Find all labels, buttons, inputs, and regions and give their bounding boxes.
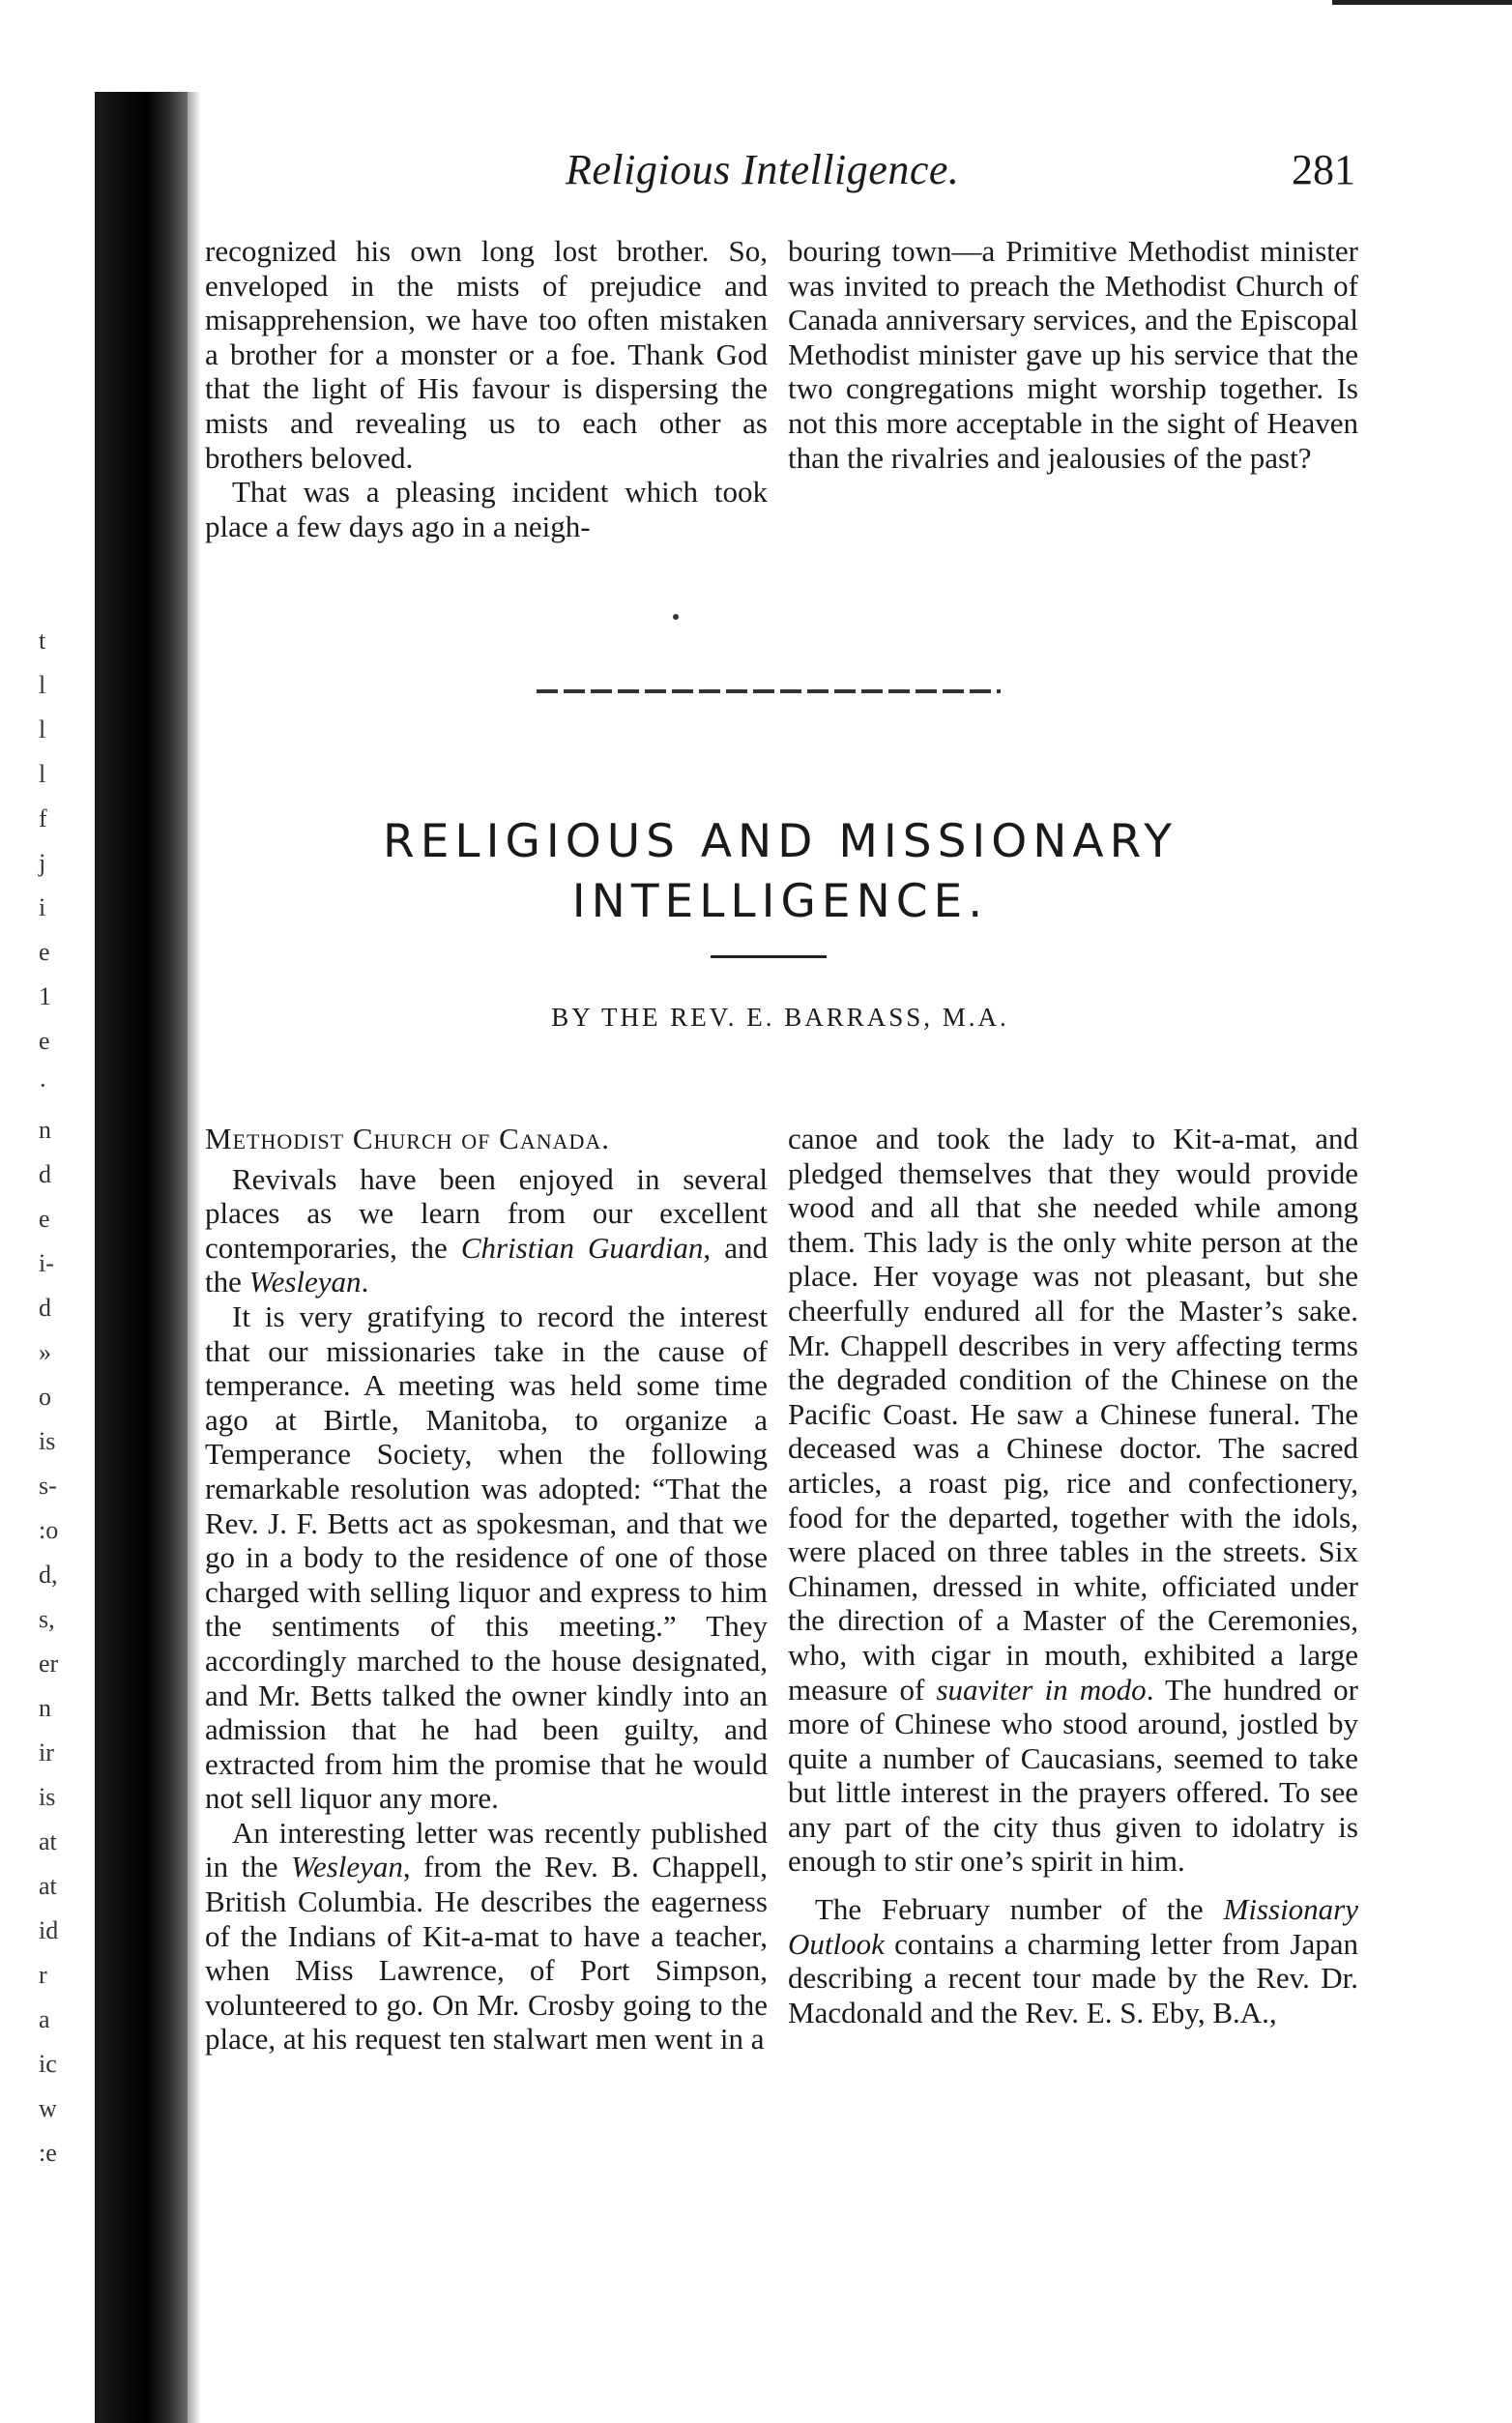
edge-fragment: :o <box>39 1516 59 1544</box>
running-head-title: Religious Intelligence. <box>566 146 960 193</box>
edge-fragment: s- <box>39 1472 57 1500</box>
paragraph: bouring town—a Primitive Methodist minister was invited to preach the Methodist Church of Canada anniversary services, and the Episcopal Methodist minister gave up his service that the two congregations might worship together. Is not this more acceptable in the sight of Heaven than the rivalries and jealousies of the past? <box>788 234 1358 475</box>
edge-fragment: j <box>39 849 46 877</box>
edge-fragment: f <box>39 804 47 832</box>
paragraph: That was a pleasing incident which took place a few days ago in a neigh- <box>205 475 768 543</box>
edge-fragment: e <box>39 1205 50 1233</box>
article-subheading: Methodist Church of Canada. <box>205 1122 611 1155</box>
edge-fragment: w <box>39 2094 57 2122</box>
paragraph: An interesting letter was recently published in the Wesleyan, from the Rev. B. Chappell, British Columbia. He describes the eagerness of the Indians of Kit-a-mat to have a teacher, when Miss Lawrence, of Port Simpson, volunteered to go. On Mr. Crosby going to the place, at his request ten stalwart men went in a <box>205 1815 768 2057</box>
top-left-column <box>205 234 768 543</box>
adjacent-page-edge-fragments <box>39 619 77 2175</box>
edge-fragment: e <box>39 1027 50 1055</box>
edge-fragment: i <box>39 893 46 921</box>
running-head <box>0 145 1512 195</box>
article-right-column <box>788 1122 1358 2029</box>
paragraph: Revivals have been enjoyed in several places as we learn from our excellent contemporaries, the Christian Guardian, and the Wesleyan. <box>205 1161 768 1299</box>
edge-fragment: s, <box>39 1605 55 1633</box>
edge-fragment: o <box>39 1383 51 1411</box>
page-number: 281 <box>1292 146 1355 193</box>
book-binding-shadow <box>95 92 188 2423</box>
edge-fragment: d <box>39 1160 51 1188</box>
section-title-line-2: INTELLIGENCE. <box>571 875 989 928</box>
edge-fragment: a <box>39 2005 50 2033</box>
edge-fragment: id <box>39 1916 59 1944</box>
edge-fragment: » <box>39 1338 51 1366</box>
edge-fragment: e <box>39 938 50 966</box>
paragraph: recognized his own long lost brother. So, enveloped in the mists of prejudice and misapprehension, we have too often mistaken a brother for a monster or a foe. Thank God that the light of His favour is dispersing the mists and revealing us to each other as brothers beloved. <box>205 234 768 475</box>
title-underline-rule <box>711 955 827 958</box>
edge-fragment: 1 <box>39 982 51 1010</box>
edge-fragment: at <box>39 1827 57 1855</box>
edge-fragment: er <box>39 1649 59 1678</box>
edge-fragment: l <box>39 760 46 788</box>
edge-fragment: n <box>39 1694 51 1722</box>
top-right-column <box>788 234 1358 475</box>
top-corner-rule <box>1332 0 1512 5</box>
section-divider <box>537 689 1001 693</box>
edge-fragment: l <box>39 715 46 744</box>
stray-dot <box>673 614 679 620</box>
paragraph: canoe and took the lady to Kit-a-mat, and pledged themselves that they would provide wood and all that she needed while among them. This lady is the only white person at the place. Her voyage was not pleasant, but she cheerfully endured all for the Master’s sake. Mr. Chappell describes in very affecting terms the degraded condition of the Chinese on the Pacific Coast. He saw a Chinese funeral. The deceased was a Chinese doctor. The sacred articles, a roast pig, rice and confectionery, food for the departed, together with the idols, were placed on three tables in the streets. Six Chinamen, dressed in white, officiated under the direction of a Master of the Ceremonies, who, with cigar in mouth, exhibited a large measure of suaviter in modo. The hundred or more of Chinese who stood around, jostled by quite a number of Caucasians, seemed to take but little interest in the prayers offered. To see any part of the city thus given to idolatry is enough to stir one’s spirit in him. <box>788 1122 1359 1879</box>
article-left-column <box>205 1122 768 2057</box>
edge-fragment: is <box>39 1427 56 1455</box>
paragraph: It is very gratifying to record the interest that our missionaries take in the cause of temperance. A meeting was held some time ago at Birtle, Manitoba, to organize a Temperance Society, when the following remarkable resolution was adopted: “That the Rev. J. F. Betts act as spokesman, and that we go in a body to the residence of one of those charged with selling liquor and express to him the sentiments of this meeting.” They accordingly marched to the house designated, and Mr. Betts talked the owner kindly into an admission that he had been guilty, and extracted from him the promise that he would not sell liquor any more. <box>205 1299 768 1816</box>
edge-fragment: r <box>39 1961 47 1989</box>
edge-fragment: ic <box>39 2050 57 2078</box>
edge-fragment: i- <box>39 1249 54 1277</box>
edge-fragment: · <box>39 1071 47 1099</box>
edge-fragment: d <box>39 1294 51 1322</box>
edge-fragment: t <box>39 627 46 655</box>
edge-fragment: l <box>39 671 46 699</box>
edge-fragment: :e <box>39 2139 57 2167</box>
section-title-line-1: RELIGIOUS AND MISSIONARY <box>383 815 1178 868</box>
paragraph: The February number of the Missionary Outlook contains a charming letter from Japan describing a recent tour made by the Rev. Dr. Macdonald and the Rev. E. S. Eby, B.A., <box>788 1892 1358 2029</box>
edge-fragment: d, <box>39 1561 58 1589</box>
byline: BY THE REV. E. BARRASS, M.A. <box>551 1003 1009 1032</box>
edge-fragment: ir <box>39 1738 54 1766</box>
edge-fragment: at <box>39 1872 57 1900</box>
edge-fragment: n <box>39 1116 51 1144</box>
edge-fragment: is <box>39 1783 56 1811</box>
